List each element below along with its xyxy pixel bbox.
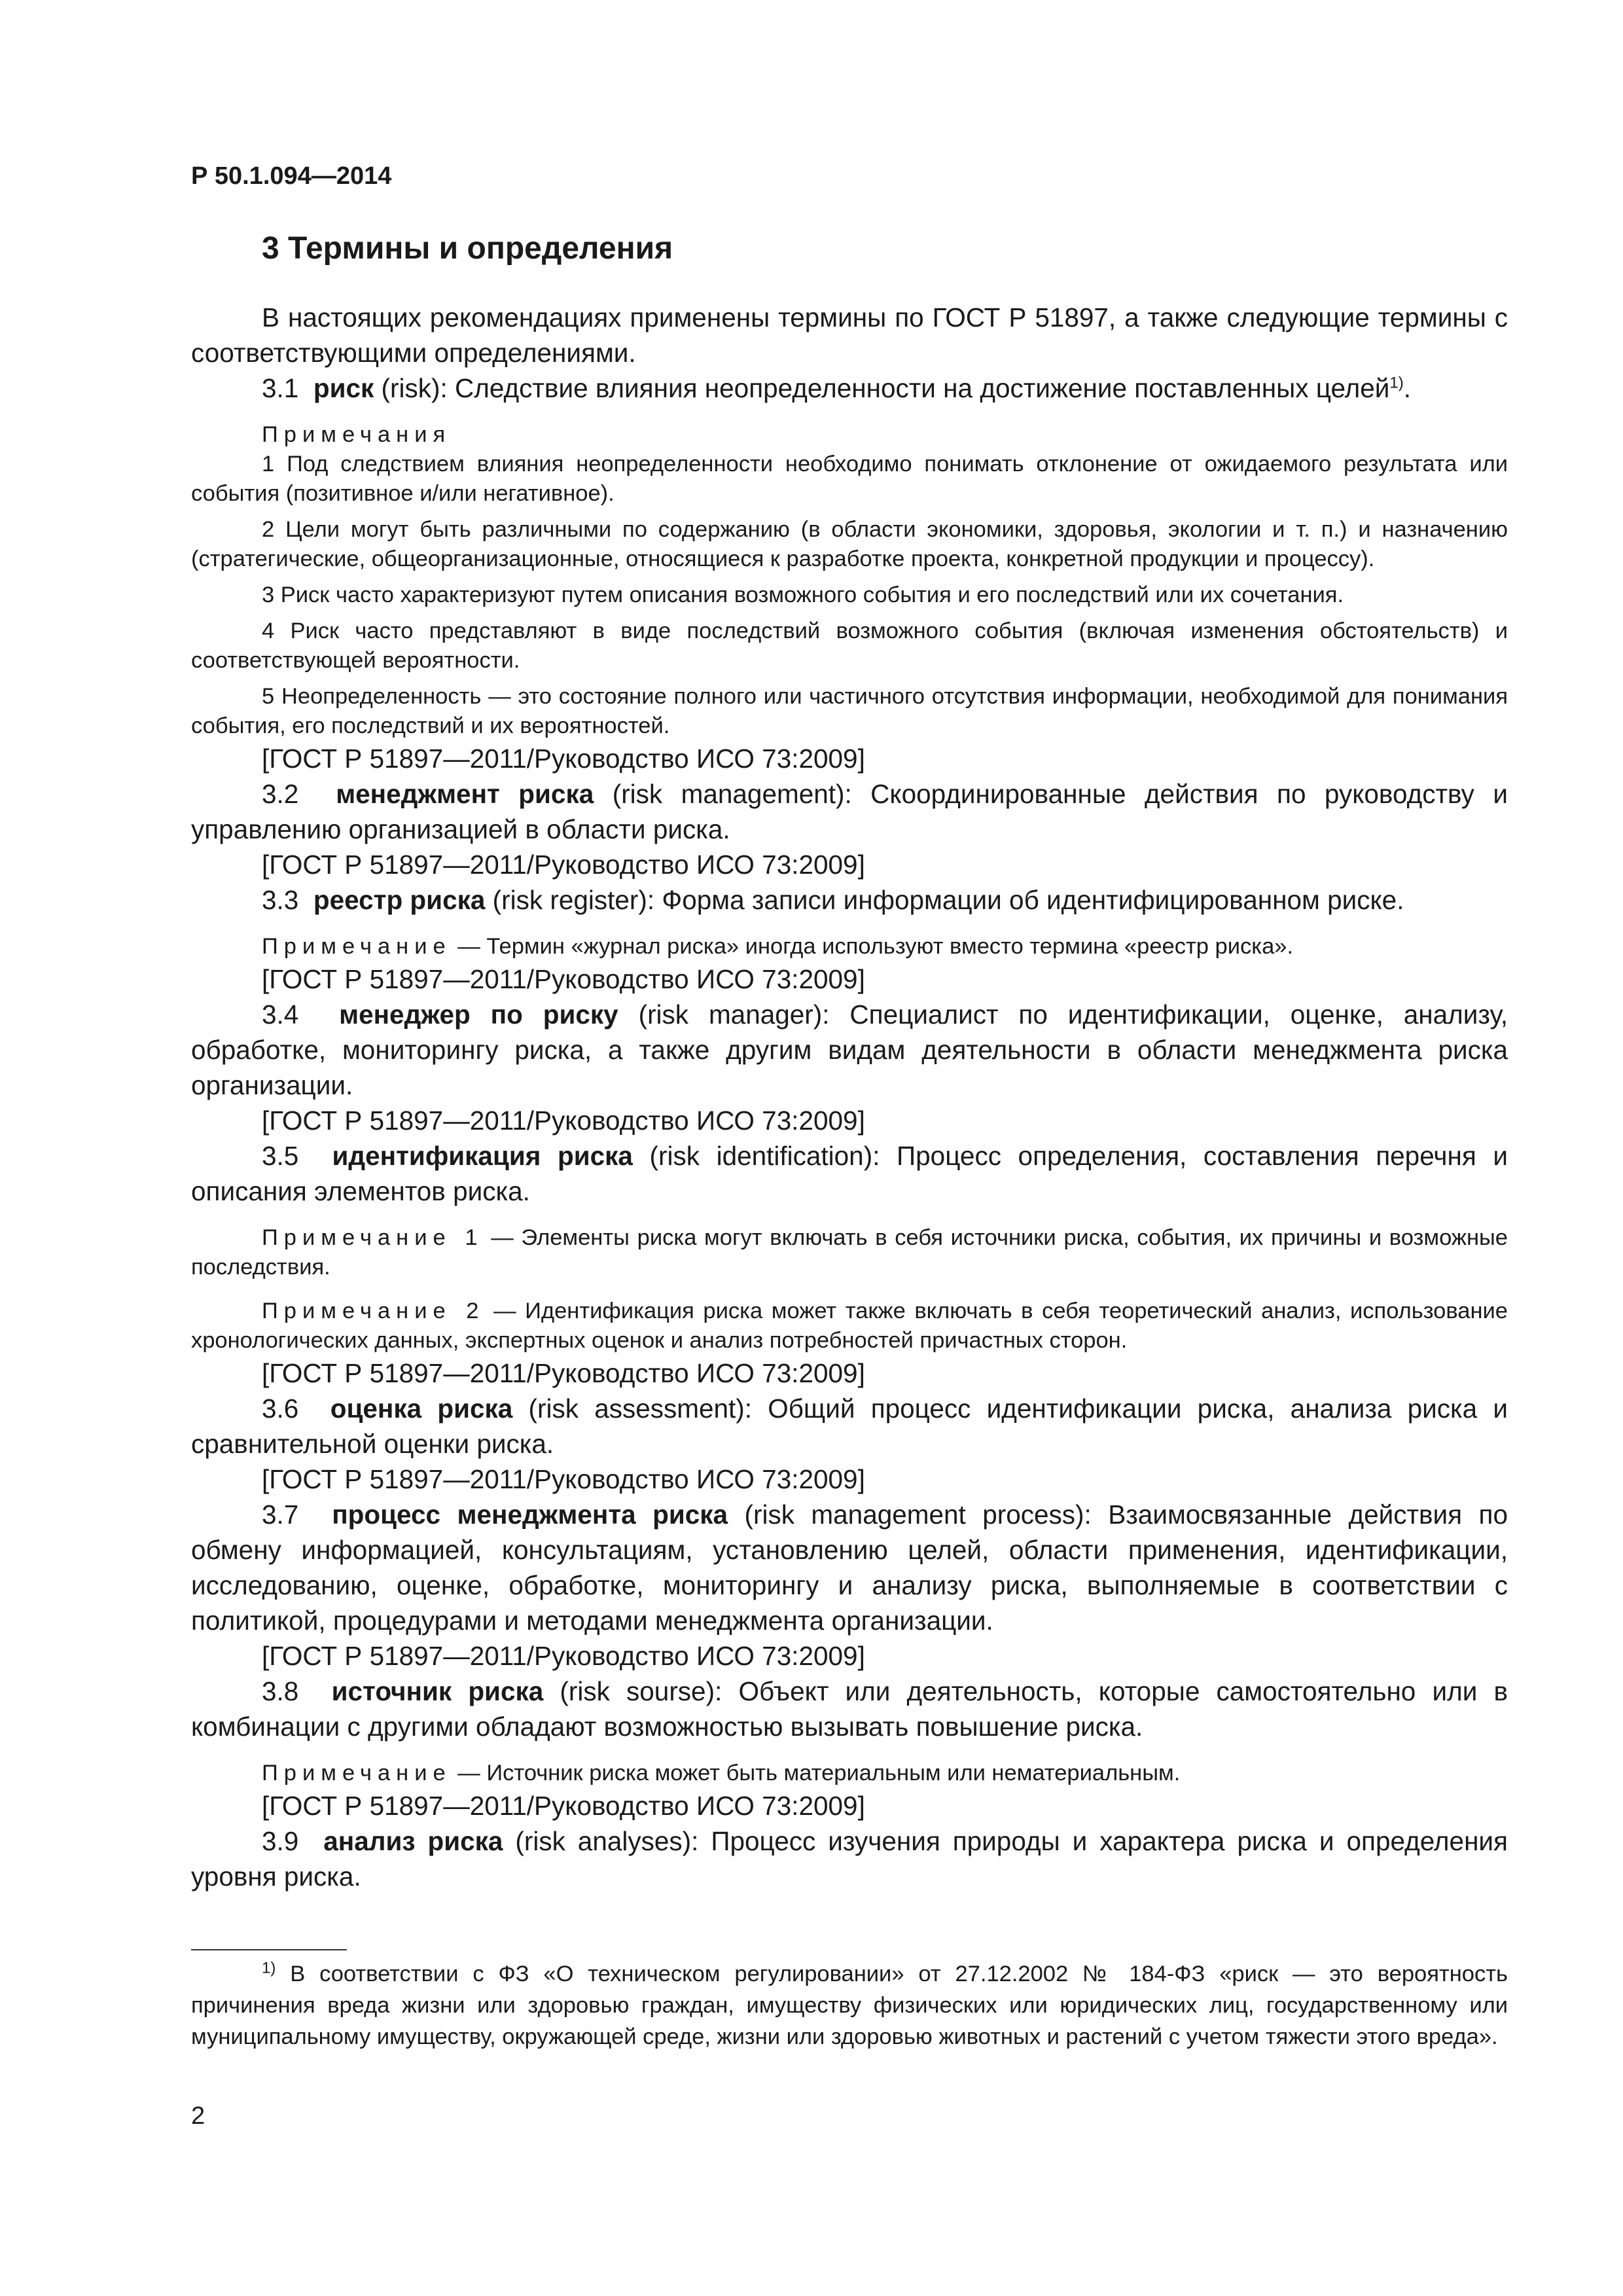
note-label: Примечание 2 xyxy=(262,1299,485,1323)
note-item: 4 Риск часто представляют в виде последствий возможного события (включая изменения обстоятельств) и соответствующей вероятности. xyxy=(191,619,1508,673)
term-name: идентификация риска xyxy=(332,1141,633,1171)
term-3-2: 3.2 менеджмент риска (risk management): Скоординированные действия по руководству и управлению организацией в области риска. xyxy=(191,779,1508,844)
term-name: источник риска xyxy=(331,1676,544,1706)
note-3-3: Примечание — Термин «журнал риска» иногда используют вместо термина «реестр риска». xyxy=(262,934,1294,959)
term-3-9: 3.9 анализ риска (risk analyses): Процесс изучения природы и характера риска и определения уровня риска. xyxy=(191,1826,1508,1892)
source-citation: [ГОСТ Р 51897—2011/Руководство ИСО 73:2009] xyxy=(262,1641,865,1671)
note-label: Примечание 1 xyxy=(262,1225,484,1250)
note-label: Примечание xyxy=(262,934,452,959)
term-3-3: 3.3 реестр риска (risk register): Форма записи информации об идентифицированном риске. xyxy=(262,885,1404,915)
document-body xyxy=(191,300,1508,1894)
term-3-4: 3.4 менеджер по риску (risk manager): Специалист по идентификации, оценке, анализу, обработке, мониторингу риска, а также другим видам деятельности в области менеджмента риска организации. xyxy=(191,999,1508,1100)
note-3-5-2: Примечание 2 — Идентификация риска может также включать в себя теоретический анализ, использование хронологических данных, экспертных оценок и анализ потребностей причастных сторон. xyxy=(191,1299,1508,1353)
term-name: риск xyxy=(313,373,374,403)
source-citation: [ГОСТ Р 51897—2011/Руководство ИСО 73:2009] xyxy=(262,1464,865,1494)
term-name: оценка риска xyxy=(330,1393,513,1424)
term-3-7: 3.7 процесс менеджмента риска (risk management process): Взаимосвязанные действия по обмену информацией, консультациям, установлению целей, области применения, идентификации, исследованию, оценке, обработке, мониторингу и анализу риска, выполняемые в соответствии с политикой, процедурами и методами менеджмента организации. xyxy=(191,1499,1508,1636)
note-3-5-1: Примечание 1 — Элементы риска могут включать в себя источники риска, события, их причины и возможные последствия. xyxy=(191,1225,1508,1280)
term-3-8: 3.8 источник риска (risk sourse): Объект или деятельность, которые самостоятельно или в комбинации с другими обладают возможностью вызывать повышение риска. xyxy=(191,1676,1508,1742)
source-citation: [ГОСТ Р 51897—2011/Руководство ИСО 73:2009] xyxy=(262,1105,865,1136)
term-name: анализ риска xyxy=(323,1826,503,1856)
source-citation: [ГОСТ Р 51897—2011/Руководство ИСО 73:2009] xyxy=(262,1791,865,1821)
note-item: 1 Под следствием влияния неопределенности необходимо понимать отклонение от ожидаемого результата или события (позитивное и/или негативное). xyxy=(191,452,1508,506)
section-heading: 3 Термины и определения xyxy=(262,231,673,266)
page-number: 2 xyxy=(191,2102,205,2130)
term-3-1: 3.1 риск (risk): Следствие влияния неопределенности на достижение поставленных целей$^{1)}$. xyxy=(262,373,1412,403)
term-name: реестр риска xyxy=(313,885,486,915)
note-label: Примечание xyxy=(262,1761,452,1785)
footnote-mark: 1) xyxy=(262,1959,276,1977)
note-item: 5 Неопределенность — это состояние полного или частичного отсутствия информации, необходимой для понимания события, его последствий и их вероятностей. xyxy=(191,684,1508,738)
source-citation: [ГОСТ Р 51897—2011/Руководство ИСО 73:2009] xyxy=(262,964,865,994)
term-name: менеджер по риску xyxy=(339,999,618,1030)
notes-label: Примечания xyxy=(262,422,452,447)
footnote-mark: 1) xyxy=(1389,374,1404,392)
source-citation: [ГОСТ Р 51897—2011/Руководство ИСО 73:2009] xyxy=(262,850,865,880)
note-3-8: Примечание — Источник риска может быть материальным или нематериальным. xyxy=(262,1761,1181,1785)
note-item: 3 Риск часто характеризуют путем описания возможного события и его последствий или их сочетания. xyxy=(262,583,1344,607)
term-3-5: 3.5 идентификация риска (risk identification): Процесс определения, составления перечня и описания элементов риска. xyxy=(191,1141,1508,1206)
footnote: $^{1)}$ В соответствии с ФЗ «О техническом регулировании» от 27.12.2002 № 184-ФЗ «риск — это вероятность причинения вреда жизни или здоровью граждан, имуществу физических или юридических лиц, государственному или муниципальному имуществу, окружающей среде, жизни или здоровью животных и растений с учетом тяжести этого вреда». xyxy=(191,1959,1508,2049)
note-item: 2 Цели могут быть различными по содержанию (в области экономики, здоровья, экологии и т. п.) и назначению (стратегические, общеорганизационные, относящиеся к разработке проекта, конкретной продукции и процессу). xyxy=(191,517,1508,571)
footnote-divider xyxy=(191,1949,347,1950)
source-citation: [ГОСТ Р 51897—2011/Руководство ИСО 73:2009] xyxy=(262,1358,865,1388)
term-3-6: 3.6 оценка риска (risk assessment): Общий процесс идентификации риска, анализа риска и сравнительной оценки риска. xyxy=(191,1393,1508,1459)
term-name: процесс менеджмента риска xyxy=(332,1499,728,1530)
document-code: Р 50.1.094—2014 xyxy=(191,162,392,190)
term-name: менеджмент риска xyxy=(336,779,594,809)
source-citation: [ГОСТ Р 51897—2011/Руководство ИСО 73:2009] xyxy=(262,744,865,774)
intro-paragraph: В настоящих рекомендациях применены термины по ГОСТ Р 51897, а также следующие термины с соответствующими определениями. xyxy=(191,302,1508,368)
